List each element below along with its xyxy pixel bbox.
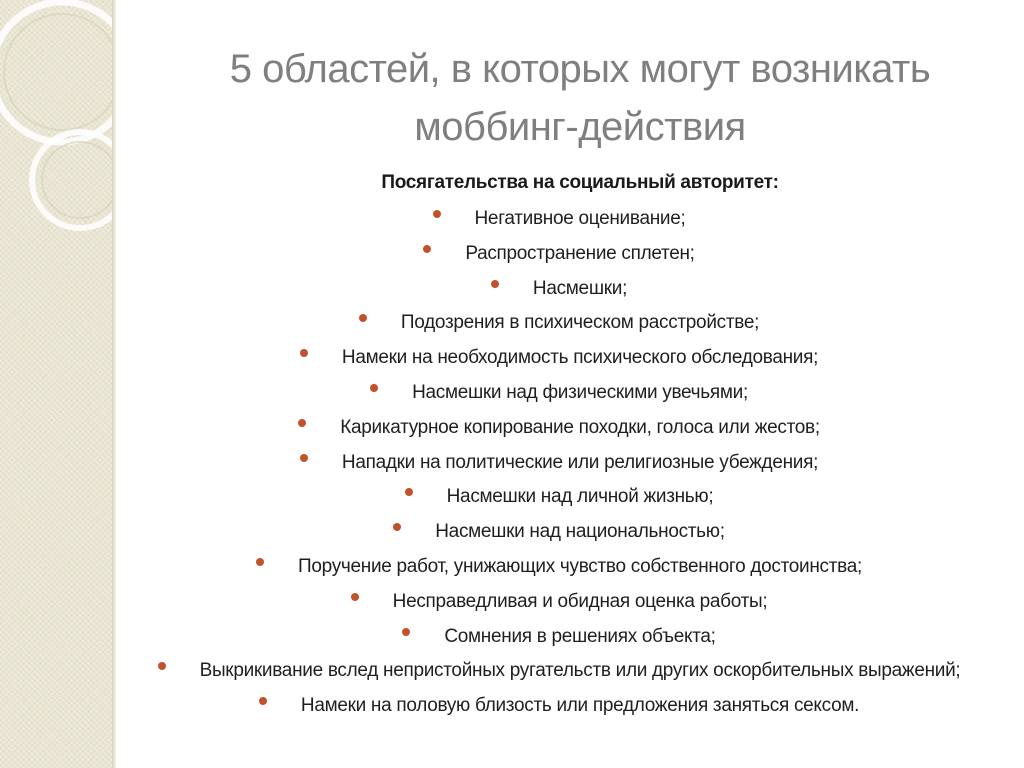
list-item: Насмешки над личной жизнью; [446,486,714,508]
slide-title-line-1: 5 областей, в которых могут возникать [229,47,931,91]
list-item: Намеки на необходимость психического обследования; [341,347,819,369]
bullet-dot-icon [491,280,499,288]
bullet-dot-icon [402,628,410,636]
list-item: Карикатурное копирование походки, голоса или жестов; [340,416,820,438]
list-item: Насмешки над физическими увечьями; [412,382,748,403]
list-item: Выкрикивание вслед непристойных ругательств или других оскорбительных выражений; [199,660,961,682]
bullet-dot-icon [370,384,378,392]
list-item: Несправедливая и обидная оценка работы; [392,590,768,612]
list-item: Насмешки; [532,277,628,299]
slide-title-line-2: моббинг-действия [414,105,746,149]
section-subheading: Посягательства на социальный авторитет: [381,172,779,193]
bullet-dot-icon [300,454,308,462]
list-item: Негативное оценивание; [474,208,686,229]
list-item: Поручение работ, унижающих чувство собственного достоинства; [298,556,862,577]
list-item: Подозрения в психическом расстройстве; [400,312,760,334]
list-item: Нападки на политические или религиозные убеждения; [341,451,819,473]
list-item: Сомнения в решениях объекта; [444,625,716,647]
list-item: Намеки на половую близость или предложения заняться сексом. [300,695,860,717]
bullet-dot-icon [351,593,359,601]
bullet-dot-icon [158,662,166,670]
bullet-dot-icon [433,210,441,218]
bullet-dot-icon [298,419,306,427]
bullet-dot-icon [256,558,264,566]
list-item: Распространение сплетен; [465,242,695,264]
list-item: Насмешки над национальностью; [435,521,725,543]
